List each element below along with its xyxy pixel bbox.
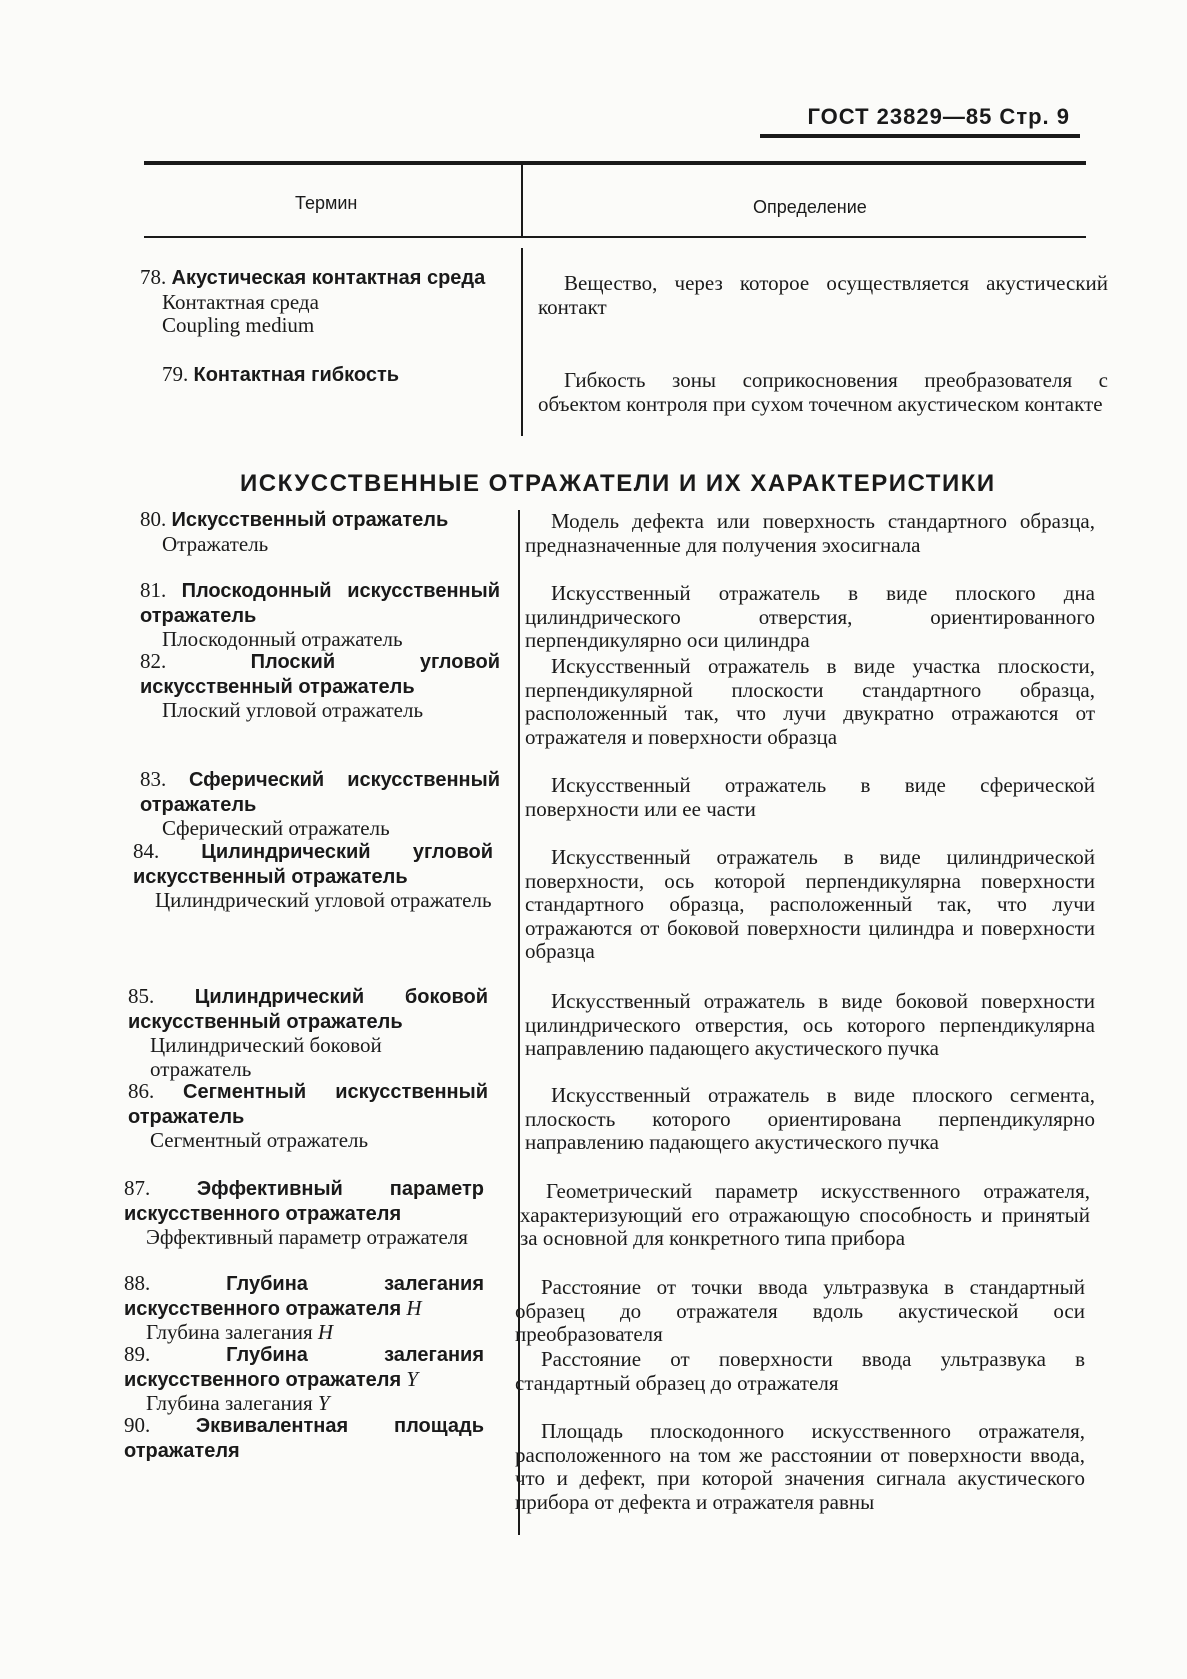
term-synonym: Глубина залегания Y [146,1391,330,1415]
page-label: ГОСТ 23829—85 Стр. 9 [807,104,1070,129]
term-84: 84. Цилиндрический угловой искусственный отражатель Цилиндрический угловой отражатель [133,839,493,912]
term-title: Эквивалентная площадь отражателя [124,1415,485,1462]
term-synonym: Сферический отражатель [162,816,390,840]
definition-86: Искусственный отражатель в виде плоского сегмента, плоскость которого ориентирована перпендикулярно направлению падающего акустического пучка [525,1083,1095,1154]
term-87: 87. Эффективный параметр искусственного отражателя Эффективный параметр отражателя [124,1176,485,1249]
definition-80: Модель дефекта или поверхность стандартного образца, предназначенные для получения эхосигнала [525,509,1095,557]
term-title: Эффективный параметр искусственного отражателя [124,1178,485,1225]
term-82: 82. Плоский угловой искусственный отражатель Плоский угловой отражатель [140,649,500,722]
term-synonym: Плоскодонный отражатель [162,627,403,651]
term-title: Цилиндрический боковой искусственный отражатель [128,986,488,1033]
term-title: Контактная гибкость [193,364,400,386]
definition-column-header: Определение [753,197,867,217]
term-86: 86. Сегментный искусственный отражатель Сегментный отражатель [128,1079,489,1152]
table-header-rule [144,236,1086,238]
definition-87: Геометрический параметр искусственного отражателя, характеризующий его отражающую способность и принятый за основной для конкретного типа прибора [520,1179,1090,1250]
section-title: ИСКУССТВЕННЫЕ ОТРАЖАТЕЛИ И ИХ ХАРАКТЕРИСТИКИ [240,470,996,497]
term-title: Глубина залегания искусственного отражателя [124,1273,484,1320]
term-synonym: Отражатель [162,531,269,556]
term-81: 81. Плоскодонный искусственный отражатель Плоскодонный отражатель [140,578,500,651]
definition-78: Вещество, через которое осуществляется акустический контакт [538,271,1108,319]
definition-89: Расстояние от поверхности ввода ультразвука в стандартный образец до отражателя [515,1347,1085,1395]
term-title: Акустическая контактная среда [171,267,486,289]
header-column-divider [521,165,523,237]
term-78: 78. Акустическая контактная среда Контактная среда Coupling medium [140,266,500,338]
term-title: Глубина залегания искусственного отражателя [124,1344,484,1391]
term-title: Плоскодонный искусственный отражатель [140,580,500,627]
term-synonym: Контактная среда [162,289,319,314]
definition-81: Искусственный отражатель в виде плоского дна цилиндрического отверстия, ориентированного перпендикулярно оси цилиндра [525,581,1095,652]
term-83: 83. Сферический искусственный отражатель Сферический отражатель [140,767,500,840]
term-title: Плоский угловой искусственный отражатель [140,651,500,698]
term-synonym: Цилиндрический угловой отражатель [155,888,492,912]
term-synonym: Плоский угловой отражатель [162,698,424,722]
term-synonym: Глубина залегания H [146,1320,334,1344]
term-synonym: Coupling medium [162,313,315,337]
term-title: Сферический искусственный отражатель [140,769,500,816]
page-header [760,98,1080,138]
term-column-header: Термин [295,193,358,213]
term-title: Цилиндрический угловой искусственный отражатель [133,841,493,888]
term-synonym: Сегментный отражатель [150,1128,369,1152]
term-title: Искусственный отражатель [171,509,449,531]
definition-85: Искусственный отражатель в виде боковой поверхности цилиндрического отверстия, ось которого перпендикулярна направлению падающего акустического пучка [525,989,1095,1060]
definition-83: Искусственный отражатель в виде сферической поверхности или ее части [525,773,1095,821]
term-79: 79. Контактная гибкость [162,362,400,386]
term-symbol: Y [406,1366,419,1391]
table-top-rule [144,161,1086,165]
definition-90: Площадь плоскодонного искусственного отражателя, расположенного на том же расстоянии от поверхности ввода, что и дефект, при которой значения сигнала акустического прибора от дефекта и отражателя равны [515,1419,1085,1514]
term-90: 90. Эквивалентная площадь отражателя [124,1413,485,1462]
definition-88: Расстояние от точки ввода ультразвука в стандартный образец до отражателя вдоль акустической оси преобразователя [515,1275,1085,1346]
column-divider-top [521,248,523,436]
term-85: 85. Цилиндрический боковой искусственный отражатель Цилиндрический боковой отражатель [128,984,488,1081]
term-88: 88. Глубина залегания искусственного отражателя H Глубина залегания H [124,1271,484,1344]
definition-82: Искусственный отражатель в виде участка плоскости, перпендикулярной плоскости стандартного образца, расположенный так, что лучи двукратно отражаются от отражателя и поверхности образца [525,654,1095,749]
term-80: 80. Искусственный отражатель Отражатель [140,508,500,556]
term-synonym: Эффективный параметр отражателя [146,1225,468,1249]
term-symbol: H [406,1295,422,1320]
definition-84: Искусственный отражатель в виде цилиндрической поверхности, ось которой перпендикулярна поверхности стандартного образца, расположенный так, что лучи отражаются от боковой поверхности цилиндра и поверхности образца [525,845,1095,963]
term-synonym: Цилиндрический боковой отражатель [150,1033,382,1081]
term-89: 89. Глубина залегания искусственного отражателя Y Глубина залегания Y [124,1342,484,1415]
term-title: Сегментный искусственный отражатель [128,1081,489,1128]
definition-79: Гибкость зоны соприкосновения преобразователя с объектом контроля при сухом точечном акустическом контакте [538,368,1108,416]
